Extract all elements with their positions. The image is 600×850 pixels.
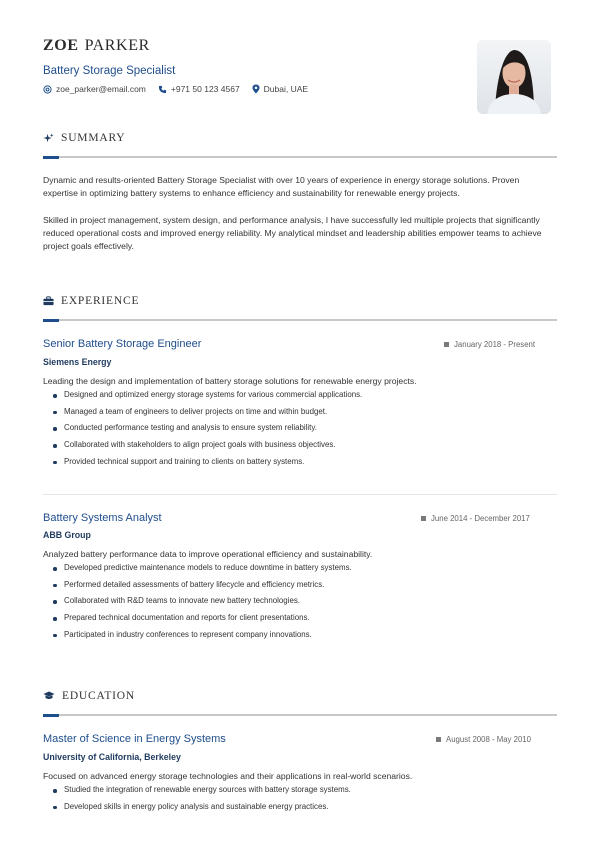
experience-heading [43, 295, 139, 307]
contact-info [43, 84, 320, 94]
location-pin-icon [252, 84, 260, 94]
job-2-bullets [52, 560, 352, 643]
entry-separator [43, 494, 557, 495]
first-name: ZOE [43, 37, 79, 54]
experience-divider [43, 319, 557, 321]
candidate-name [43, 37, 150, 55]
briefcase-icon [43, 296, 54, 306]
job-1-dates-text: January 2018 - Present [454, 340, 536, 349]
experience-heading-text: EXPERIENCE [61, 295, 140, 307]
job-2-company: ABB Group [43, 530, 91, 540]
location-text: Dubai, UAE [263, 84, 309, 94]
list-item: Managed a team of engineers to deliver projects on time and within budget. [52, 404, 362, 421]
last-name: PARKER [84, 37, 150, 54]
job-title-headline: Battery Storage Specialist [43, 65, 176, 77]
list-item: Designed and optimized energy storage systems for various commercial applications. [52, 387, 362, 404]
job-1-bullets [52, 387, 362, 470]
graduation-cap-icon [43, 691, 55, 701]
education-divider [43, 714, 557, 716]
job-1-company: Siemens Energy [43, 357, 112, 367]
list-item: Collaborated with R&D teams to innovate new battery technologies. [52, 593, 352, 610]
sparkle-icon [43, 133, 54, 144]
profile-photo [477, 40, 551, 114]
job-1-summary: Leading the design and implementation of battery storage solutions for renewable energy projects. [43, 376, 417, 386]
job-2-title: Battery Systems Analyst [43, 512, 162, 524]
list-item: Studied the integration of renewable energy sources with battery storage systems. [52, 782, 351, 799]
phone-text: +971 50 123 4567 [170, 84, 240, 94]
job-1-dates [444, 340, 535, 349]
degree-title: Master of Science in Energy Systems [43, 733, 226, 745]
summary-paragraph-2: Skilled in project management, system design, and performance analysis, I have successfully led multiple projects that significantly reduced operational costs and improved energy reliability. My analytical mindset and leadership abilities empower teams to achieve project goals effectively. [43, 215, 542, 252]
list-item: Participated in industry conferences to represent company innovations. [52, 627, 352, 644]
email-text: zoe_parker@email.com [56, 84, 146, 94]
list-item: Developed skills in energy policy analysis and sustainable energy practices. [52, 799, 351, 816]
phone-icon [158, 85, 167, 94]
summary-heading [43, 132, 125, 144]
education-dates [436, 735, 531, 744]
list-item: Performed detailed assessments of battery lifecycle and efficiency metrics. [52, 577, 352, 594]
list-item: Collaborated with stakeholders to align project goals with business objectives. [52, 437, 362, 454]
phone-contact[interactable] [158, 84, 240, 94]
education-summary: Focused on advanced energy storage technologies and their applications in real-world scenarios. [43, 771, 413, 781]
at-sign-icon [43, 85, 52, 94]
summary-divider [43, 156, 557, 158]
education-dates-text: August 2008 - May 2010 [446, 735, 531, 744]
summary-paragraph-1: Dynamic and results-oriented Battery Storage Specialist with over 10 years of experience in energy storage solutions. Proven expertise in optimizing battery systems to enhance efficiency and sustainability for renewable energy projects. [43, 175, 520, 199]
calendar-icon [421, 516, 426, 521]
list-item: Developed predictive maintenance models to reduce downtime in battery systems. [52, 560, 352, 577]
list-item: Conducted performance testing and analysis to ensure system reliability. [52, 420, 362, 437]
list-item: Provided technical support and training to clients on battery systems. [52, 454, 362, 471]
location-contact [252, 84, 308, 94]
list-item: Prepared technical documentation and reports for client presentations. [52, 610, 352, 627]
education-heading [43, 690, 135, 702]
job-2-dates-text: June 2014 - December 2017 [431, 514, 530, 523]
education-heading-text: EDUCATION [62, 690, 135, 702]
education-bullets [52, 782, 351, 815]
calendar-icon [436, 737, 441, 742]
school-name: University of California, Berkeley [43, 752, 181, 762]
job-1-title: Senior Battery Storage Engineer [43, 338, 202, 350]
job-2-dates [421, 514, 530, 523]
email-contact[interactable] [43, 84, 146, 94]
calendar-icon [444, 342, 449, 347]
job-2-summary: Analyzed battery performance data to improve operational efficiency and sustainability. [43, 549, 373, 559]
summary-heading-text: SUMMARY [61, 132, 126, 144]
